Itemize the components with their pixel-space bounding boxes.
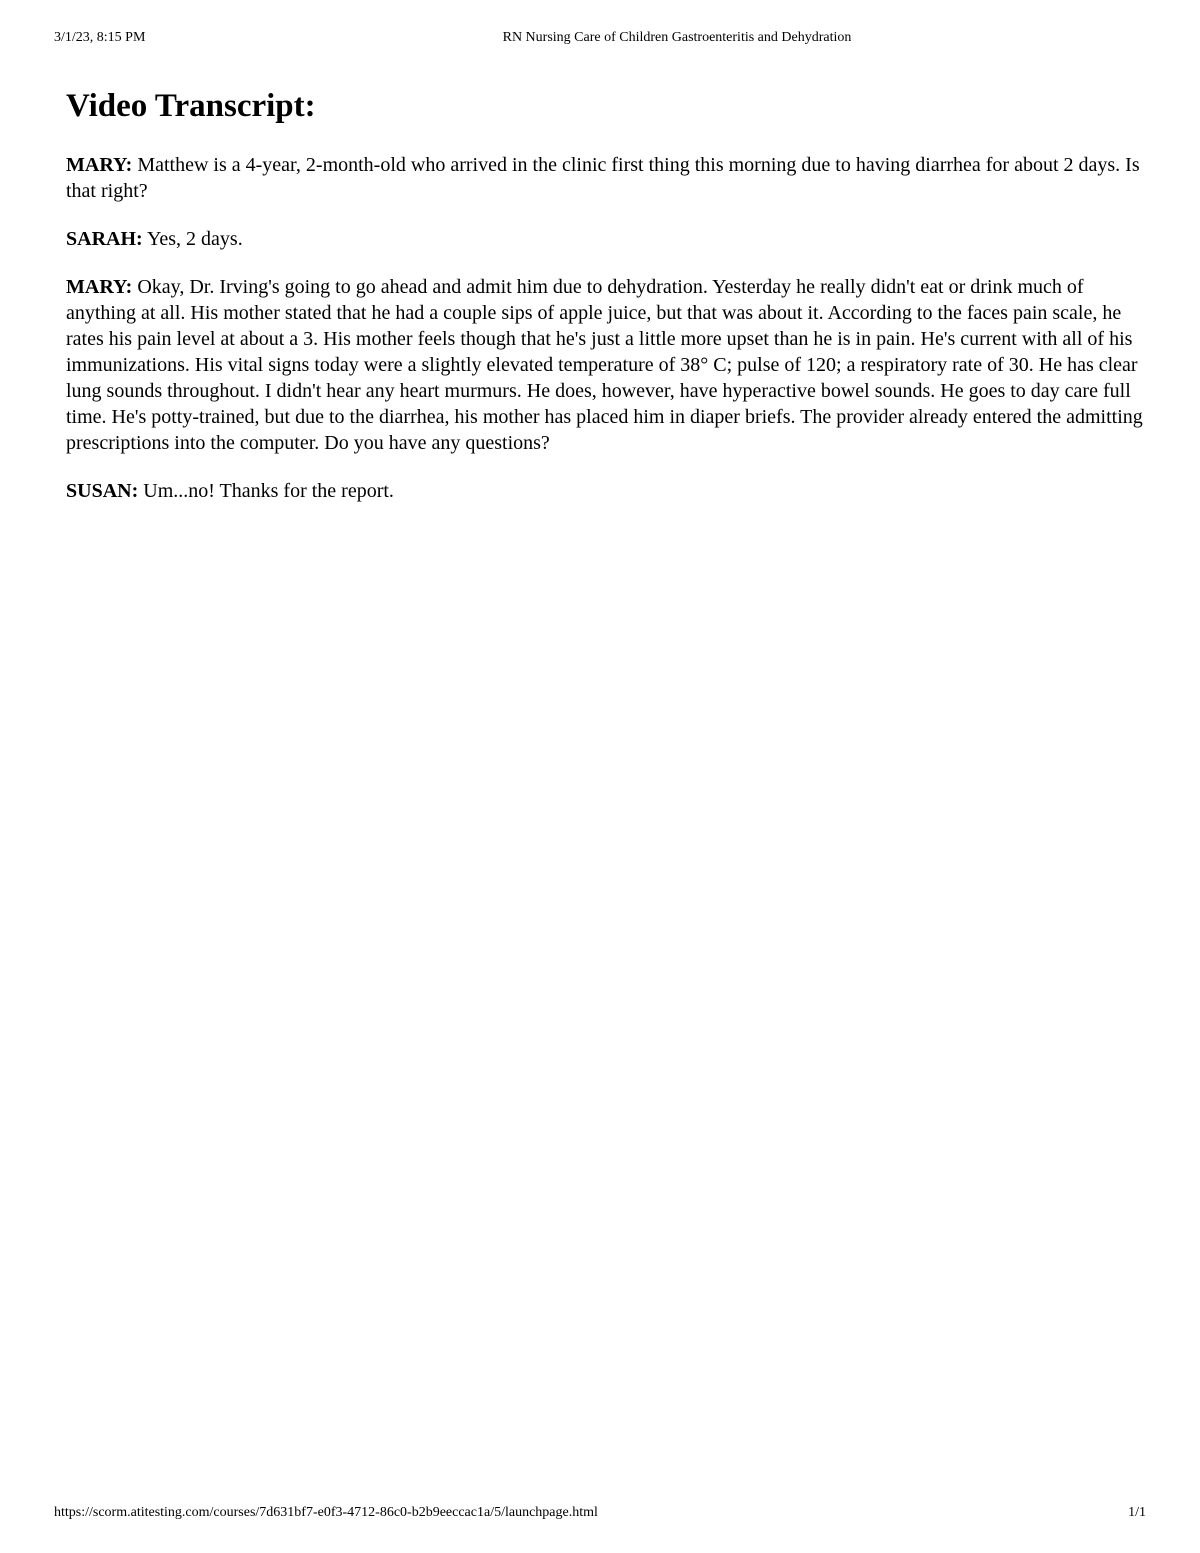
speaker-label: SARAH:: [66, 228, 143, 250]
print-date: 3/1/23, 8:15 PM: [54, 30, 146, 45]
page-number: 1/1: [1128, 1505, 1146, 1520]
transcript-entry: [66, 226, 1146, 252]
print-document-title: RN Nursing Care of Children Gastroenteritis and Dehydration: [502, 30, 852, 45]
transcript-entry: [66, 152, 1146, 204]
print-header: [0, 30, 1200, 50]
transcript-content: [66, 82, 1146, 526]
speaker-label: SUSAN:: [66, 480, 139, 502]
speaker-label: MARY:: [66, 276, 133, 298]
transcript-heading: Video Transcript:: [66, 88, 316, 124]
page-url: https://scorm.atitesting.com/courses/7d631bf7-e0f3-4712-86c0-b2b9eeccac1a/5/launchpage.html: [54, 1505, 598, 1520]
print-footer: [0, 1505, 1200, 1525]
speaker-label: MARY:: [66, 154, 133, 176]
speech-text: Yes, 2 days.: [146, 228, 243, 250]
speech-text: Matthew is a 4-year, 2-month-old who arrived in the clinic first thing this morning due to having diarrhea for about 2 days. Is that right?: [66, 154, 1140, 202]
speech-text: Um...no! Thanks for the report.: [143, 480, 394, 502]
transcript-entry: [66, 274, 1146, 456]
transcript-entry: [66, 478, 1146, 504]
speech-text: Okay, Dr. Irving's going to go ahead and admit him due to dehydration. Yesterday he really didn't eat or drink much of anything at all. His mother stated that he had a couple sips of apple juice, but that was about it. According to the faces pain scale, he rates his pain level at about a 3. His mother feels though that he's just a little more upset than he is in pain. He's current with all of his immunizations. His vital signs today were a slightly elevated temperature of 38° C; pulse of 120; a respiratory rate of 30. He has clear lung sounds throughout. I didn't hear any heart murmurs. He does, however, have hyperactive bowel sounds. He goes to day care full time. He's potty-trained, but due to the diarrhea, his mother has placed him in diaper briefs. The provider already entered the admitting prescriptions into the computer. Do you have any questions?: [66, 276, 1143, 454]
